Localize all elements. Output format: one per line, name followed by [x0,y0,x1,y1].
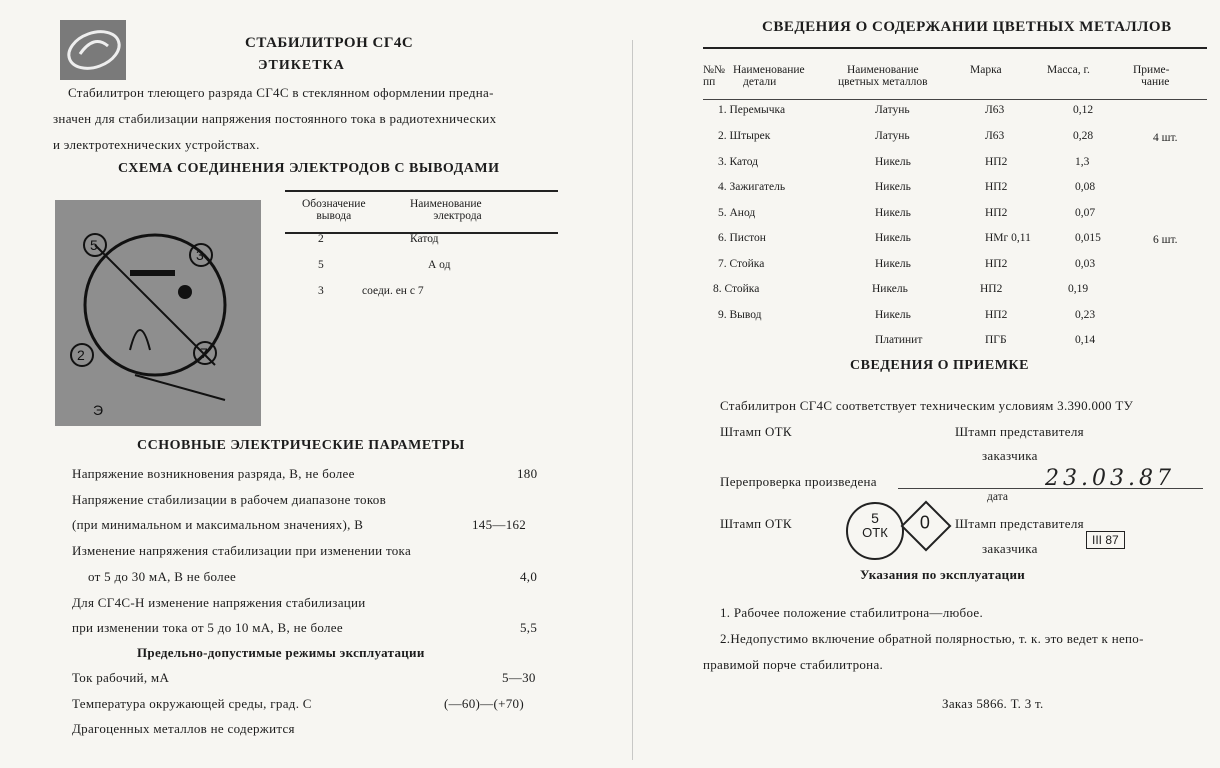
pin-row-2-name: А од [428,259,451,271]
metal-row-4-part: 4. Зажигатель [718,181,786,193]
recheck-date-handwritten: 23.03.87 [1045,466,1175,491]
customer-box-stamp: III 87 [1086,531,1125,549]
limit-2-value: (—60)—(+70) [444,696,524,711]
metal-row-1-part: 1. Перемычка [718,104,786,116]
param-6-text: Для СГ4С-Н изменение напряжения стабилизации [72,595,366,610]
metal-row-4-metal: Никель [875,181,911,193]
product-title: СТАБИЛИТРОН СГ4С [245,35,414,51]
metal-row-10-grade: ПГБ [985,334,1007,346]
metal-row-6-note: 6 шт. [1153,234,1178,246]
metal-row-8-grade: НП2 [980,283,1003,295]
metal-col-part: Наименование детали [733,64,805,88]
metal-row-2-part: 2. Штырек [718,130,771,142]
limit-1-text: Ток рабочий, мА [72,670,170,685]
intro-line-3: и электротехнических устройствах. [53,137,260,152]
metal-row-5-metal: Никель [875,207,911,219]
pin-row-2-pin: 5 [318,259,324,271]
otk-round-stamp: 5 ОТК [846,502,904,560]
customer-label-1: заказчика [982,448,1038,463]
metal-row-6-mass: 0,015 [1075,232,1101,244]
metal-row-8-part: 8. Стойка [713,283,760,295]
limit-1-value: 5—30 [502,670,536,685]
page-fold [632,40,633,760]
metal-row-6-part: 6. Пистон [718,232,766,244]
metal-row-3-part: 3. Катод [718,156,758,168]
metal-row-6-metal: Никель [875,232,911,244]
pin-label-3: 3 [196,247,204,263]
pin-row-3-pin: 3 [318,285,324,297]
pin-label-7: 7 [200,345,208,361]
pin-row-1-pin: 2 [318,233,324,245]
metal-row-5-mass: 0,07 [1075,207,1096,219]
pin-col-header-2: Наименование электрода [410,198,482,222]
metal-row-3-metal: Никель [875,156,911,168]
metal-row-1-mass: 0,12 [1073,104,1094,116]
acceptance-text: Стабилитрон СГ4С соответствует техническим условиям 3.390.000 ТУ [720,398,1134,413]
label-heading: ЭТИКЕТКА [258,58,345,73]
metal-row-9-metal: Никель [875,309,911,321]
param-1-value: 180 [517,466,538,481]
metal-row-7-part: 7. Стойка [718,258,765,270]
metal-row-2-metal: Латунь [875,130,910,142]
param-7-value: 5,5 [520,620,538,635]
manufacturer-logo [60,20,126,80]
param-4-text: Изменение напряжения стабилизации при изменении тока [72,543,412,558]
metal-col-num: №№ пп [703,64,725,88]
order-number: Заказ 5866. Т. 3 т. [942,696,1044,711]
otk-stamp-label-2: Штамп ОТК [720,516,792,531]
metal-row-2-note: 4 шт. [1153,132,1178,144]
recheck-label: Перепроверка произведена [720,474,877,489]
metal-row-3-mass: 1,3 [1075,156,1090,168]
param-1-text: Напряжение возникновения разряда, В, не более [72,466,355,481]
intro-line-1: Стабилитрон тлеющего разряда СГ4С в стеклянном оформлении предна- [68,85,494,100]
metal-row-5-part: 5. Анод [718,207,756,219]
metal-row-4-mass: 0,08 [1075,181,1096,193]
metal-row-8-metal: Никель [872,283,908,295]
metal-row-7-mass: 0,03 [1075,258,1096,270]
acceptance-heading: СВЕДЕНИЯ О ПРИЕМКЕ [850,358,1029,373]
metal-row-5-grade: НП2 [985,207,1008,219]
metal-row-7-metal: Никель [875,258,911,270]
metal-row-10-mass: 0,14 [1075,334,1096,346]
limit-2-text: Температура окружающей среды, град. С [72,696,312,711]
metal-row-10-metal: Платинит [875,334,923,346]
usage-line-2: 2.Недопустимо включение обратной полярностью, т. к. это ведет к непо- [720,631,1144,646]
param-3-value: 145—162 [472,517,527,532]
params-heading: ССНОВНЫЕ ЭЛЕКТРИЧЕСКИЕ ПАРАМЕТРЫ [137,438,465,453]
customer-label-2: заказчика [982,541,1038,556]
metal-row-9-mass: 0,23 [1075,309,1096,321]
pin-row-1-name: Катод [410,233,439,245]
metal-col-mass: Масса, г. [1047,64,1090,76]
pin-label-5: 5 [90,237,98,253]
metal-col-grade: Марка [970,64,1002,76]
limits-heading: Предельно-допустимые режимы эксплуатации [137,645,425,660]
usage-line-3: правимой порче стабилитрона. [703,657,884,672]
electrode-diagram [55,200,261,426]
param-5-text: от 5 до 30 мА, В не более [88,569,237,584]
param-7-text: при изменении тока от 5 до 10 мА, В, не более [72,620,343,635]
otk-stamp-label-1: Штамп ОТК [720,424,792,439]
pin-label-key: Э [93,402,104,418]
precious-metals-note: Драгоценных металлов не содержится [72,721,295,736]
metal-row-6-grade: НМг 0,11 [985,232,1031,244]
usage-line-1: 1. Рабочее положение стабилитрона—любое. [720,605,984,620]
param-3-text: (при минимальном и максимальном значениях), В [72,517,364,532]
pin-col-header-1: Обозначение вывода [302,198,366,222]
metal-col-note: Приме- чание [1133,64,1170,88]
metal-row-2-grade: Л63 [985,130,1005,142]
param-5-value: 4,0 [520,569,538,584]
metal-row-1-grade: Л63 [985,104,1005,116]
metal-row-9-part: 9. Вывод [718,309,762,321]
intro-line-2: значен для стабилизации напряжения постоянного тока в радиотехнических [53,111,497,126]
metal-row-3-grade: НП2 [985,156,1008,168]
pin-row-3-name: соеди. ен с 7 [362,285,424,297]
rep-stamp-label-1: Штамп представителя [955,424,1084,439]
pin-label-2: 2 [77,347,85,363]
rep-stamp-label-2: Штамп представителя [955,516,1084,531]
metal-row-4-grade: НП2 [985,181,1008,193]
metal-row-8-mass: 0,19 [1068,283,1089,295]
diamond-stamp: 0 [901,501,952,552]
date-caption: дата [987,491,1008,503]
metal-row-9-grade: НП2 [985,309,1008,321]
param-2-text: Напряжение стабилизации в рабочем диапазоне токов [72,492,387,507]
metal-row-1-metal: Латунь [875,104,910,116]
schema-heading: СХЕМА СОЕДИНЕНИЯ ЭЛЕКТРОДОВ С ВЫВОДАМИ [118,161,500,176]
usage-heading: Указания по эксплуатации [860,567,1026,582]
metal-row-7-grade: НП2 [985,258,1008,270]
metal-col-metal: Наименование цветных металлов [838,64,928,88]
metals-heading: СВЕДЕНИЯ О СОДЕРЖАНИИ ЦВЕТНЫХ МЕТАЛЛОВ [762,19,1172,35]
metal-row-2-mass: 0,28 [1073,130,1094,142]
